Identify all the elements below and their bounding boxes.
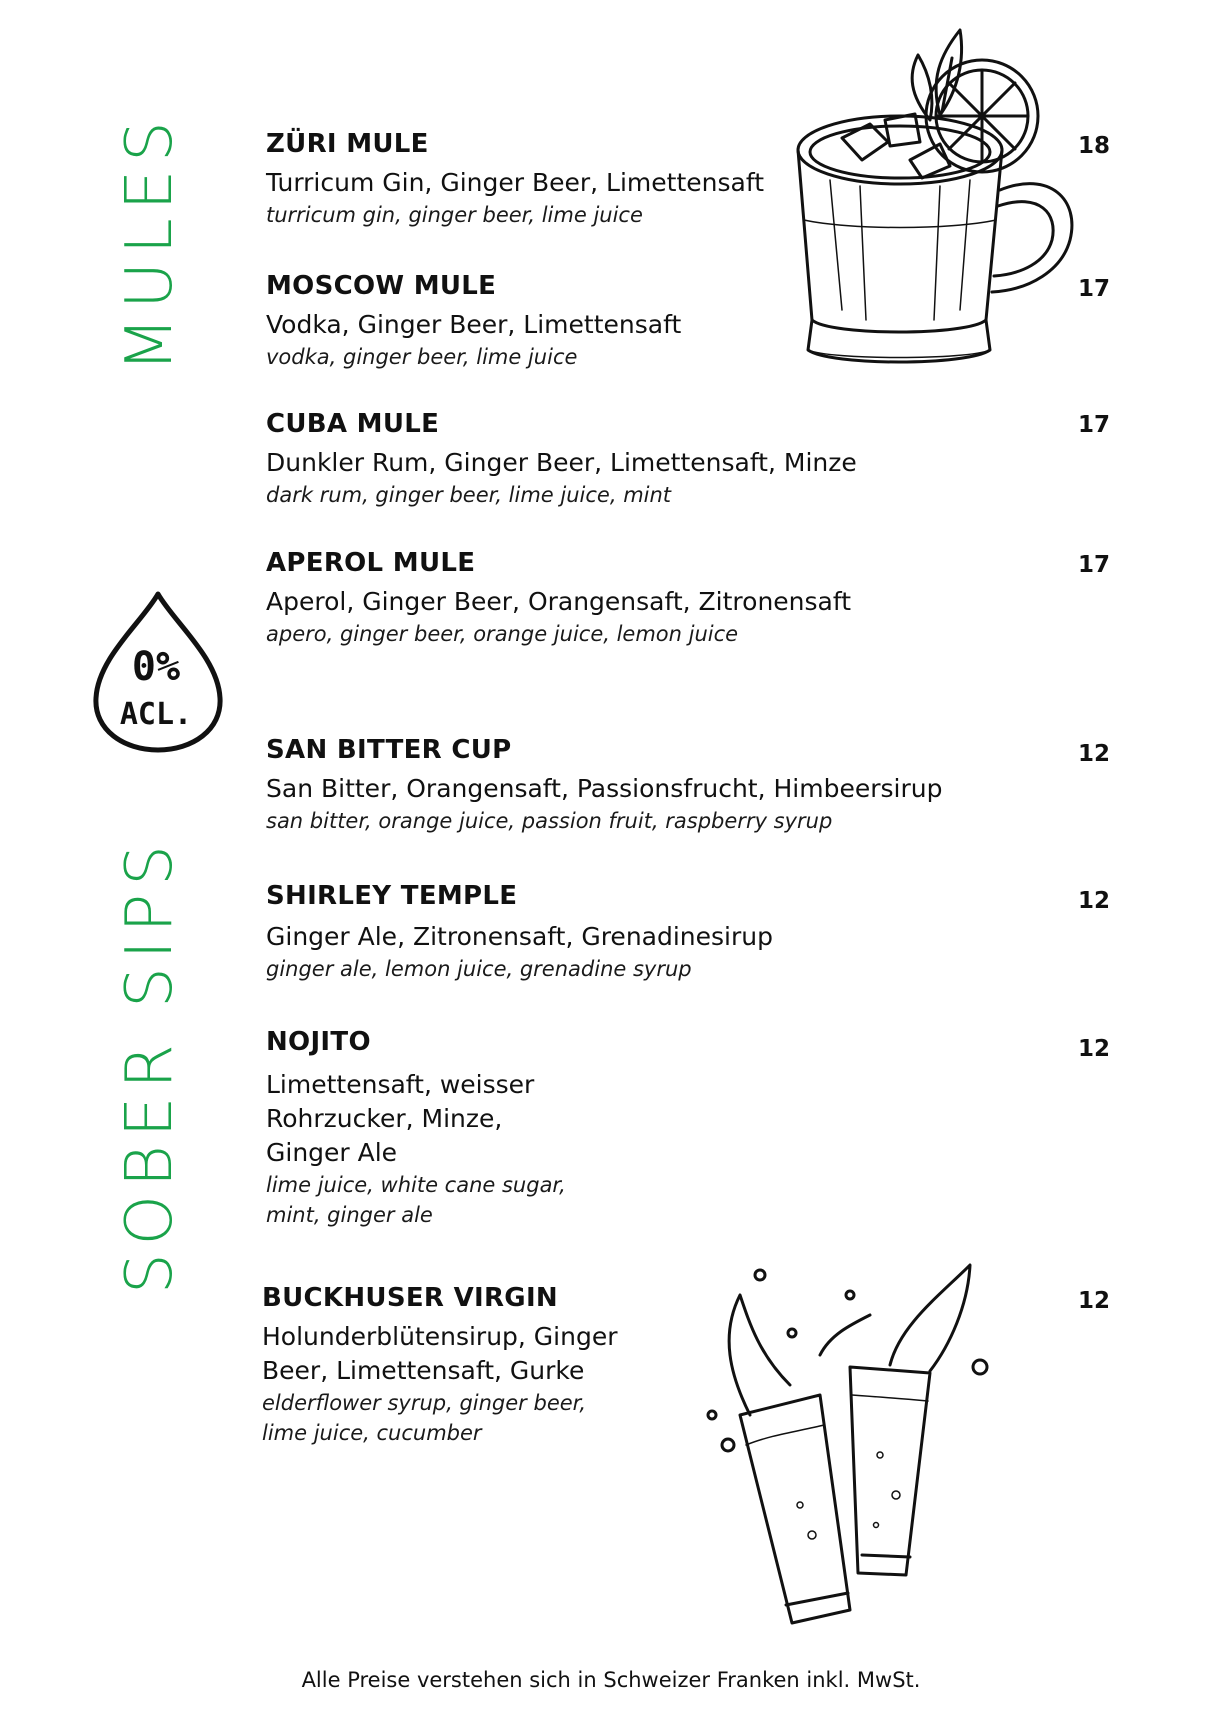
menu-item-nojito: [266, 1026, 566, 1230]
item-ingredients-en: turricum gin, ginger beer, lime juice: [266, 203, 643, 227]
item-name: CUBA MULE: [266, 409, 440, 439]
clinking-glasses-illustration: [700, 1255, 1020, 1635]
item-ingredients-de-line-2: Beer, Limettensaft, Gurke: [262, 1356, 585, 1385]
item-ingredients-en: ginger ale, lemon juice, grenadine syrup: [266, 957, 692, 981]
item-ingredients-de: Vodka, Ginger Beer, Limettensaft: [266, 310, 682, 339]
item-price: 17: [1078, 552, 1111, 578]
item-ingredients-de-line-1: Limettensaft, weisser: [266, 1070, 535, 1099]
item-ingredients-de: Aperol, Ginger Beer, Orangensaft, Zitronensaft: [266, 587, 852, 616]
alcohol-free-badge-icon: [90, 588, 226, 756]
item-ingredients-de-line-1: Holunderblütensirup, Ginger: [262, 1322, 618, 1351]
item-name: NOJITO: [266, 1027, 371, 1057]
item-name: SHIRLEY TEMPLE: [266, 881, 518, 911]
item-ingredients-en-line-2: mint, ginger ale: [266, 1203, 433, 1227]
menu-item-buckhuser-virgin: [262, 1282, 618, 1448]
item-ingredients-en: dark rum, ginger beer, lime juice, mint: [266, 483, 672, 507]
item-ingredients-de: San Bitter, Orangensaft, Passionsfrucht, Himbeersirup: [266, 774, 943, 803]
item-name: ZÜRI MULE: [266, 129, 429, 159]
item-price: 12: [1078, 741, 1111, 767]
item-price: 17: [1078, 412, 1111, 438]
menu-item-shirley-temple: [266, 880, 773, 984]
item-ingredients-de: Dunkler Rum, Ginger Beer, Limettensaft, Minze: [266, 448, 857, 477]
item-name: SAN BITTER CUP: [266, 735, 512, 765]
item-ingredients-de: Ginger Ale, Zitronensaft, Grenadinesirup: [266, 922, 773, 951]
item-ingredients-de-line-2: Rohrzucker, Minze,: [266, 1104, 503, 1133]
copper-mug-illustration: [790, 20, 1080, 390]
item-ingredients-en: san bitter, orange juice, passion fruit, raspberry syrup: [266, 809, 833, 833]
item-price: 12: [1078, 888, 1111, 914]
menu-item-san-bitter-cup: [266, 734, 942, 836]
menu-item-moscow-mule: [266, 270, 681, 372]
item-price: 18: [1078, 133, 1111, 159]
item-ingredients-de: Turricum Gin, Ginger Beer, Limettensaft: [266, 168, 764, 197]
item-name: MOSCOW MULE: [266, 271, 497, 301]
item-ingredients-de-line-3: Ginger Ale: [266, 1138, 398, 1167]
item-ingredients-en: vodka, ginger beer, lime juice: [266, 345, 578, 369]
section-title-sober-sips: SOBER SIPS: [113, 837, 187, 1295]
menu-item-aperol-mule: [266, 547, 851, 649]
section-title-mules: MULES: [113, 113, 187, 373]
item-price: 12: [1078, 1036, 1111, 1062]
menu-item-zueri-mule: [266, 128, 764, 230]
item-price: 12: [1078, 1288, 1111, 1314]
badge-text-acl: ACL.: [119, 697, 193, 732]
footer-price-note: Alle Preise verstehen sich in Schweizer Franken inkl. MwSt.: [301, 1668, 921, 1692]
item-name: APEROL MULE: [266, 548, 476, 578]
badge-text-percent: 0%: [131, 644, 181, 690]
item-price: 17: [1078, 276, 1111, 302]
menu-item-cuba-mule: [266, 408, 857, 510]
item-ingredients-en: apero, ginger beer, orange juice, lemon juice: [266, 622, 739, 646]
item-ingredients-en-line-2: lime juice, cucumber: [262, 1421, 482, 1445]
item-name: BUCKHUSER VIRGIN: [262, 1283, 558, 1313]
item-ingredients-en-line-1: lime juice, white cane sugar,: [266, 1173, 566, 1197]
item-ingredients-en-line-1: elderflower syrup, ginger beer,: [262, 1391, 587, 1415]
